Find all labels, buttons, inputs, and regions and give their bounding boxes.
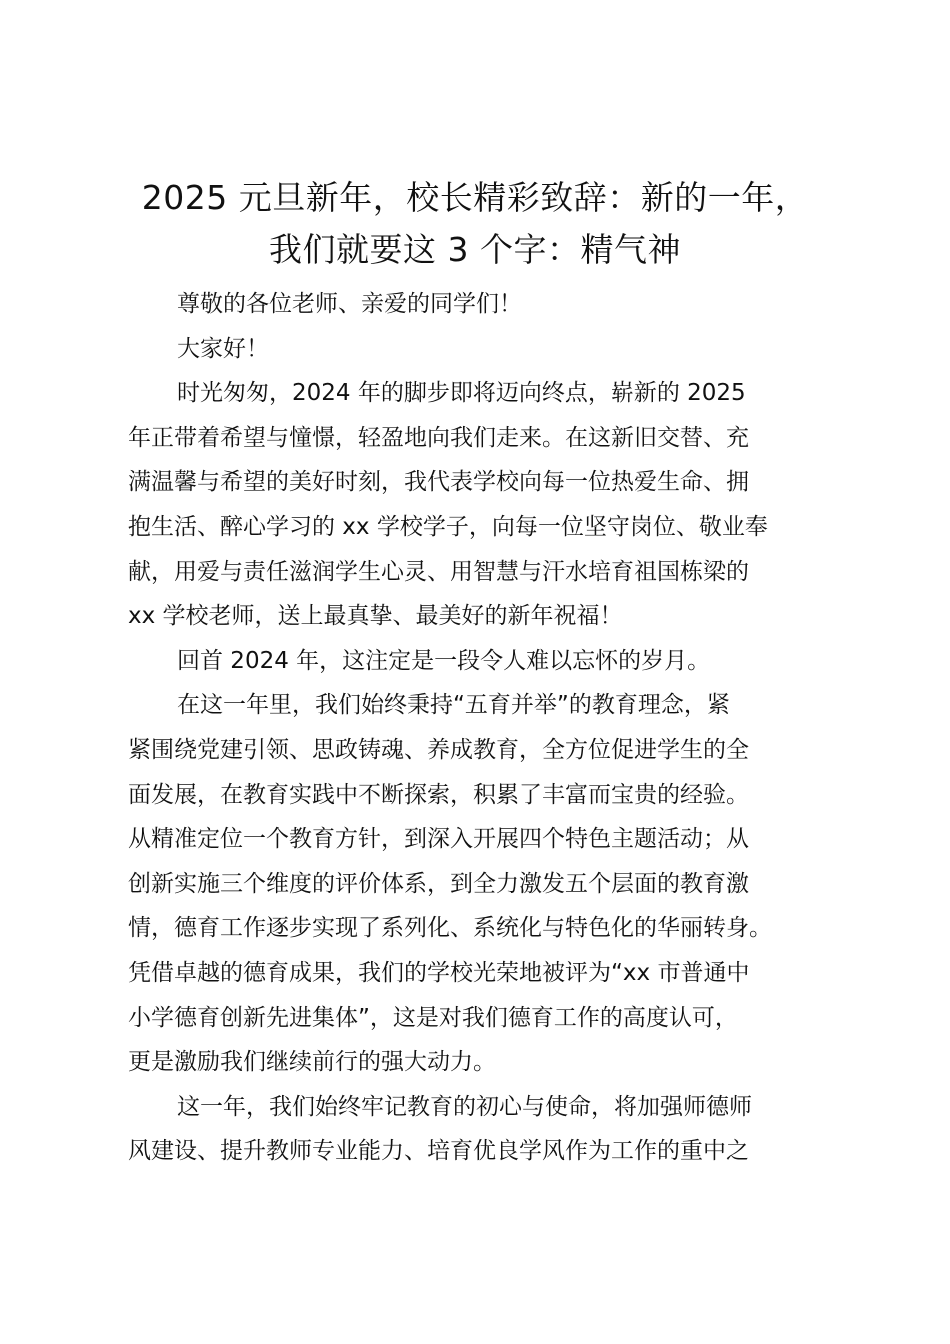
paragraph-line: 面发展，在教育实践中不断探索，积累了丰富而宝贵的经验。 [128,781,749,808]
paragraph-line: 凭借卓越的德育成果，我们的学校光荣地被评为“xx 市普通中 [128,959,750,986]
paragraph-line: 年正带着希望与憧憬，轻盈地向我们走来。在这新旧交替、充 [128,424,749,451]
paragraph-line: 小学德育创新先进集体”，这是对我们德育工作的高度认可， [128,1004,738,1031]
paragraph-line: 情，德育工作逐步实现了系列化、系统化与特色化的华丽转身。 [128,915,772,942]
paragraph-line: 献，用爱与责任滋润学生心灵、用智慧与汗水培育祖国栋梁的 [128,558,749,585]
paragraph-line: 满温馨与希望的美好时刻，我代表学校向每一位热爱生命、拥 [128,469,749,496]
paragraph-line: 这一年，我们始终牢记教育的初心与使命，将加强师德师 [177,1093,752,1120]
document-title [110,172,840,276]
paragraph-line: 时光匆匆，2024 年的脚步即将迈向终点，崭新的 2025 [177,380,746,407]
greeting-line: 大家好！ [177,335,269,362]
salutation-line: 尊敬的各位老师、亲爱的同学们！ [177,291,522,317]
paragraph-line: 从精准定位一个教育方针，到深入开展四个特色主题活动；从 [128,826,749,853]
paragraph-line: 回首 2024 年，这注定是一段令人难以忘怀的岁月。 [177,647,711,674]
paragraph-line: 创新实施三个维度的评价体系，到全力激发五个层面的教育激 [128,870,749,897]
paragraph-line: 紧围绕党建引领、思政铸魂、养成教育，全方位促进学生的全 [128,736,749,763]
paragraph-line: 抱生活、醉心学习的 xx 学校学子，向每一位坚守岗位、敬业奉 [128,513,768,540]
paragraph-line: 风建设、提升教师专业能力、培育优良学风作为工作的重中之 [128,1138,749,1165]
paragraph-line: 更是激励我们继续前行的强大动力。 [128,1049,496,1076]
title-line-2: 我们就要这 3 个字：精气神 [269,230,681,269]
paragraph-line: xx 学校老师，送上最真挚、最美好的新年祝福！ [128,603,623,630]
document-body [128,282,840,1174]
title-line-1: 2025 元旦新年，校长精彩致辞：新的一年， [141,178,809,217]
paragraph-line: 在这一年里，我们始终秉持“五育并举”的教育理念，紧 [177,692,730,719]
